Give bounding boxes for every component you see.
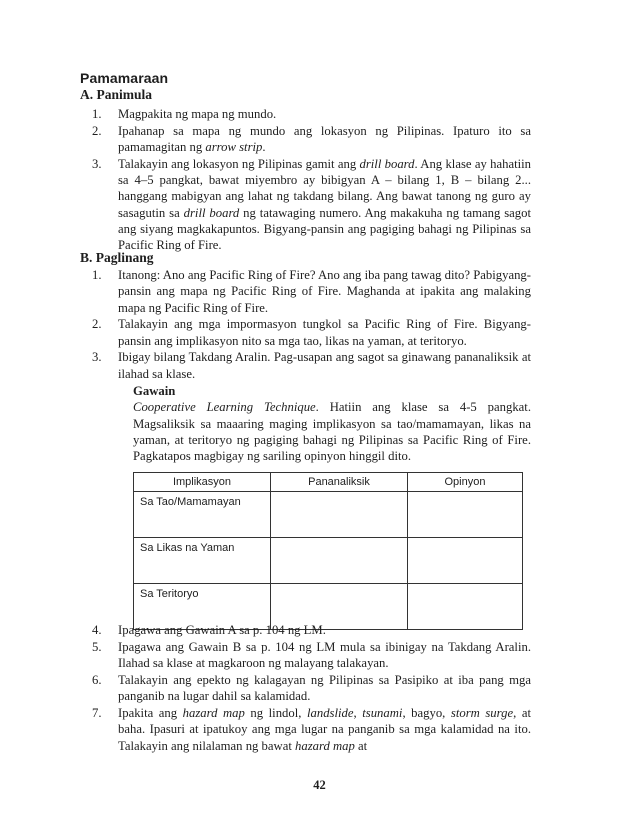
list-item: 1. Itanong: Ano ang Pacific Ring of Fire? Ano ang iba pang tawag dito? Pabigyang-pansin ang mapa ng Pacific Ring of Fire. Maghanda at ipakita ang malaking mapa ng Pacific Ring of Fire. <box>92 268 531 315</box>
implikasyon-table <box>133 472 523 630</box>
gawain-title: Gawain <box>133 384 176 398</box>
table-cell: Sa Tao/Mamamayan <box>134 492 271 538</box>
gawain-block <box>133 383 531 464</box>
section-b-list <box>90 267 531 383</box>
table-cell <box>271 492 408 538</box>
table-row <box>134 492 523 538</box>
gawain-text: Cooperative Learning Technique. Hatiin ang klase sa 4-5 pangkat. Magsaliksik sa maaaring maging implikasyon sa tao/mamamayan, likas na yaman, at teritoryo ng pagiging bahagi ng Pilipinas sa Pacific Ring of Fire. Pagkatapos magbigay ng sariling opinyon hinggil dito. <box>133 400 531 464</box>
table-cell <box>271 538 408 584</box>
list-item: 4. Ipagawa ang Gawain A sa p. 104 ng LM. <box>92 623 326 637</box>
list-item: 3. Talakayin ang lokasyon ng Pilipinas gamit ang drill board. Ang klase ay hahatiin sa 4–5 pangkat, bawat miyembro ay bibigyan A – bilang 1, B – bilang 2... hanggang mabigyan ang lahat ng takdang bilang. Ang bawat tanong ng guro ay sasagutin sa drill board ng tatawaging numero. Ang makakuha ng tamang sagot ang siyang magkakapuntos. Bigyang-pansin ang pagiging bahagi ng Pilipinas sa Pacific Ring of Fire. <box>92 156 531 253</box>
table-header-row <box>134 473 523 492</box>
list-item: 3. Ibigay bilang Takdang Aralin. Pag-usapan ang sagot sa ginawang pananaliksik at ilahad sa klase. <box>92 350 531 381</box>
list-item: 6. Talakayin ang epekto ng kalagayan ng Pilipinas sa Pasipiko at iba pang mga panganib na lugar dahil sa kalamidad. <box>92 672 531 704</box>
table-header-cell: Pananaliksik <box>271 473 408 492</box>
table-row <box>134 538 523 584</box>
section-a-list <box>90 106 531 254</box>
table-cell: Sa Teritoryo <box>134 584 271 630</box>
table-cell <box>408 492 523 538</box>
section-b-title: B. Paglinang <box>80 250 154 265</box>
section-b-list-continued <box>90 622 531 754</box>
table-header-cell: Implikasyon <box>134 473 271 492</box>
table-header-cell: Opinyon <box>408 473 523 492</box>
list-item: 1. Magpakita ng mapa ng mundo. <box>92 107 277 121</box>
table-cell <box>408 538 523 584</box>
list-item: 2. Ipahanap sa mapa ng mundo ang lokasyon ng Pilipinas. Ipaturo ito sa pamamagitan ng arrow strip. <box>92 123 531 155</box>
table-cell: Sa Likas na Yaman <box>134 538 271 584</box>
page-heading: Pamamaraan <box>80 70 169 86</box>
list-item: 5. Ipagawa ang Gawain B sa p. 104 ng LM mula sa ibinigay na Takdang Aralin. Ilahad sa klase at magkaroon ng malayang talakayan. <box>92 639 531 671</box>
section-a-title: A. Panimula <box>80 87 153 102</box>
list-item: 7. Ipakita ang hazard map ng lindol, landslide, tsunami, bagyo, storm surge, at baha. Ipasuri at ipatukoy ang mga lugar na panganib sa mga kalamidad na ito. Talakayin ang nilalaman ng bawat hazard map at <box>92 705 531 753</box>
list-item: 2. Talakayin ang mga impormasyon tungkol sa Pacific Ring of Fire. Bigyang-pansin ang implikasyon nito sa mga tao, likas na yaman, at teritoryo. <box>92 317 531 348</box>
page-number: 42 <box>313 778 326 792</box>
